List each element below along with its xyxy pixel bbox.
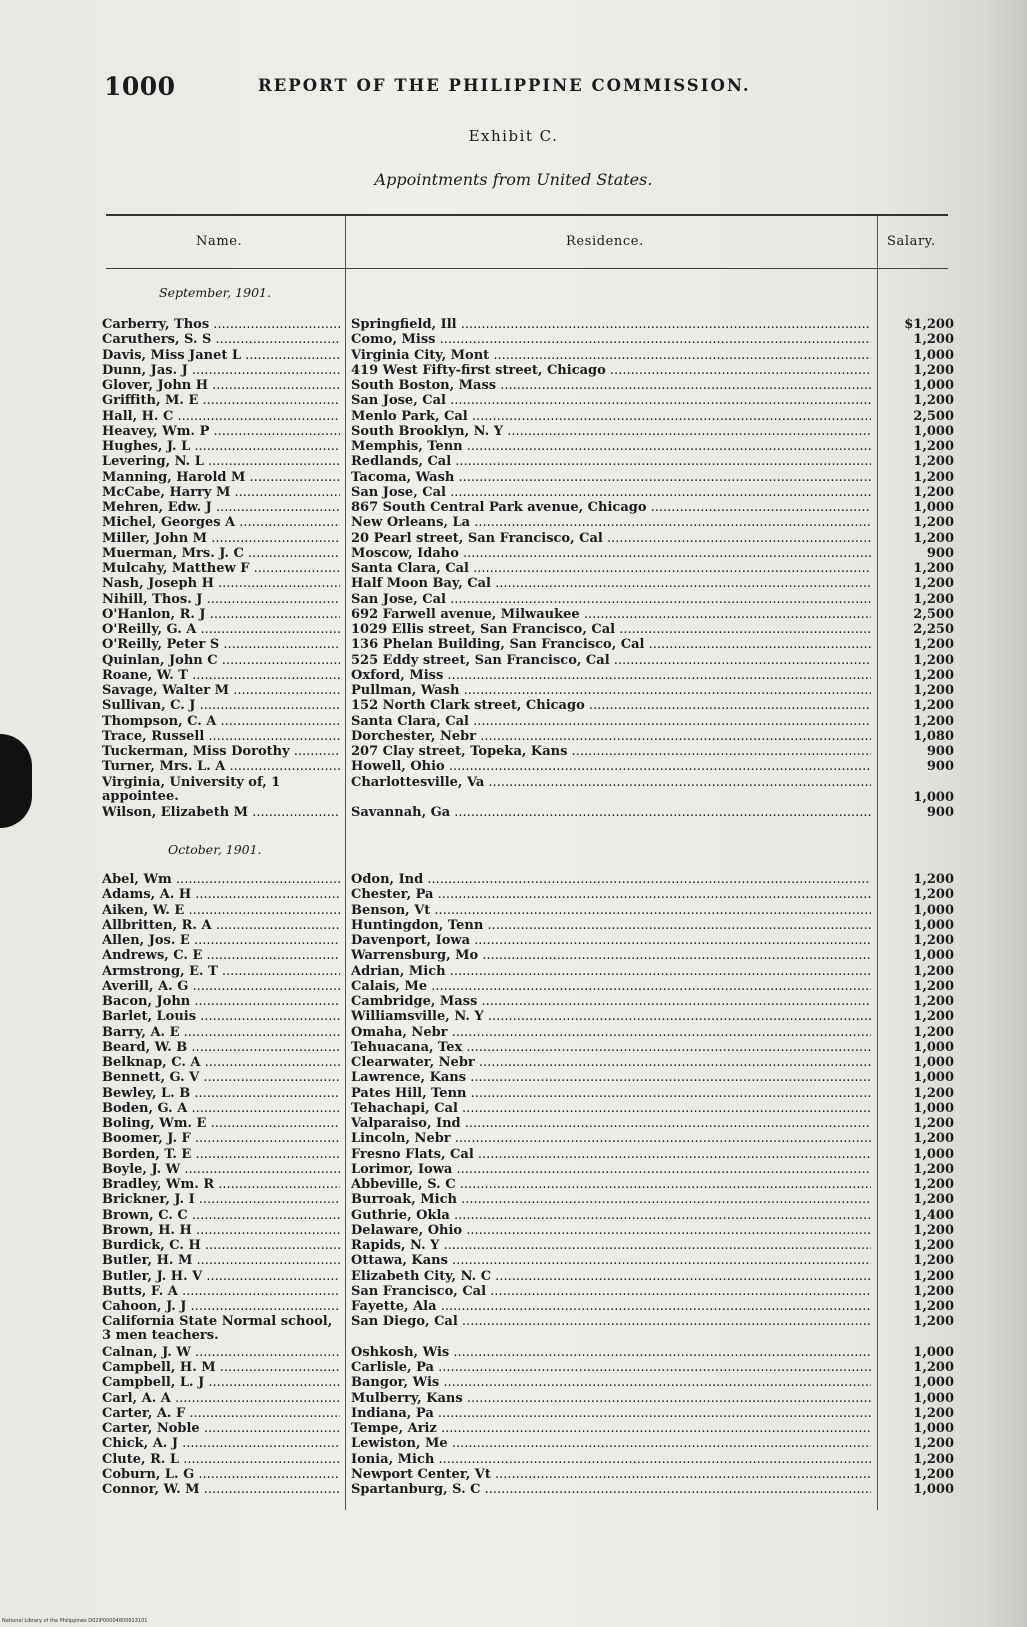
appointee-name: Butts, F. A .....: [102, 1285, 340, 1298]
salary: 900: [926, 545, 954, 561]
salary: 1,080: [913, 728, 954, 744]
salary: 1,200: [913, 637, 954, 653]
appointee-name: Boden, G. A .....: [102, 1102, 340, 1115]
residence: New Orleans, La .....: [351, 516, 871, 529]
table-row: [0, 934, 1027, 950]
table-row: [0, 1437, 1027, 1453]
table-top-rule: [106, 214, 948, 216]
table-row: [0, 593, 1027, 609]
appointee-name: Brickner, J. I .....: [102, 1193, 340, 1206]
table-row: [0, 995, 1027, 1011]
residence: Fayette, Ala .....: [351, 1300, 871, 1313]
residence: Ottawa, Kans .....: [351, 1254, 871, 1267]
appointee-name: Boling, Wm. E .....: [102, 1117, 340, 1130]
page-number: 1000: [104, 72, 176, 101]
salary: 1,200: [913, 1314, 954, 1330]
table-row: [0, 1224, 1027, 1240]
table-row: [0, 501, 1027, 517]
appointee-name: Mehren, Edw. J .....: [102, 501, 340, 514]
residence: Mulberry, Kans .....: [351, 1392, 871, 1405]
residence: San Jose, Cal .....: [351, 394, 871, 407]
appointee-name: Muerman, Mrs. J. C .....: [102, 547, 340, 560]
appointee-name: Nash, Joseph H .....: [102, 577, 340, 590]
salary: 1,200: [913, 978, 954, 994]
salary: 1,000: [913, 1344, 954, 1360]
appointee-name: Andrews, C. E .....: [102, 949, 340, 962]
salary: 1,200: [913, 1085, 954, 1101]
salary: 1,200: [913, 1024, 954, 1040]
appointee-name: Nihill, Thos. J .....: [102, 593, 340, 606]
residence: Redlands, Cal .....: [351, 455, 871, 468]
residence: Lorimor, Iowa .....: [351, 1163, 871, 1176]
salary: 1,000: [913, 1055, 954, 1070]
table-row: [0, 684, 1027, 700]
appointee-name: Averill, A. G .....: [102, 980, 340, 993]
salary: 1,200: [913, 561, 954, 576]
table-row: [0, 1407, 1027, 1423]
appointee-name: Boyle, J. W .....: [102, 1163, 340, 1176]
salary: 1,000: [913, 500, 954, 515]
residence: Cambridge, Mass .....: [351, 995, 871, 1008]
residence: Omaha, Nebr .....: [351, 1026, 871, 1039]
salary: 1,200: [913, 1192, 954, 1208]
appointee-name: Boomer, J. F .....: [102, 1132, 340, 1145]
appointee-name: O'Reilly, Peter S .....: [102, 638, 340, 651]
salary: 1,200: [913, 484, 954, 500]
table-row: [0, 1254, 1027, 1270]
residence: Lincoln, Nebr .....: [351, 1132, 871, 1145]
residence: Williamsville, N. Y .....: [351, 1010, 871, 1023]
residence: Tehuacana, Tex .....: [351, 1041, 871, 1054]
salary: 1,000: [913, 378, 954, 393]
appointee-name: Brown, C. C .....: [102, 1209, 340, 1222]
appointee-name: Virginia, University of, 1 appointee.: [102, 774, 281, 804]
appointee-name: Abel, Wm .....: [102, 873, 340, 886]
appointee-name: Hall, H. C .....: [102, 410, 340, 423]
column-header-salary: Salary.: [887, 234, 936, 249]
residence: Fresno Flats, Cal .....: [351, 1148, 871, 1161]
residence: Davenport, Iowa .....: [351, 934, 871, 947]
column-header-residence: Residence.: [566, 234, 644, 249]
residence: Bangor, Wis .....: [351, 1376, 871, 1389]
table-row: [0, 516, 1027, 532]
scan-footer: National Library of the Philippines D02IP00004800013101: [2, 1618, 148, 1624]
table-row: [0, 1376, 1027, 1392]
salary: 1,200: [913, 1283, 954, 1299]
appointee-name: Trace, Russell .....: [102, 730, 340, 743]
appointee-name: Barry, A. E .....: [102, 1026, 340, 1039]
table-row: [0, 440, 1027, 456]
salary: 1,200: [913, 1299, 954, 1314]
salary: 1,200: [913, 683, 954, 698]
appointee-name: Aiken, W. E .....: [102, 904, 340, 917]
table-row: [0, 1468, 1027, 1484]
table-row: [0, 1285, 1027, 1301]
table-row: [0, 1178, 1027, 1194]
residence: Ionia, Mich .....: [351, 1453, 871, 1466]
residence: Howell, Ohio .....: [351, 760, 871, 773]
residence: Savannah, Ga .....: [351, 806, 871, 819]
residence: Santa Clara, Cal .....: [351, 715, 871, 728]
appointee-name: Belknap, C. A .....: [102, 1056, 340, 1069]
salary: 2,500: [913, 606, 954, 622]
residence: Adrian, Mich .....: [351, 965, 871, 978]
appointee-name: Manning, Harold M .....: [102, 471, 340, 484]
table-row: [0, 980, 1027, 996]
appointee-name: O'Hanlon, R. J .....: [102, 608, 340, 621]
salary: 1,200: [913, 933, 954, 948]
appointee-name: Carberry, Thos .....: [102, 318, 340, 331]
residence: Charlottesville, Va .....: [351, 776, 871, 789]
table-row: [0, 486, 1027, 502]
appointee-name: Burdick, C. H .....: [102, 1239, 340, 1252]
appointee-name: Calnan, J. W .....: [102, 1346, 340, 1359]
residence: Abbeville, S. C .....: [351, 1178, 871, 1191]
table-row: [0, 455, 1027, 471]
table-row: [0, 1071, 1027, 1087]
appointee-name: Allen, Jos. E .....: [102, 934, 340, 947]
salary: 1,200: [913, 515, 954, 531]
table-row: [0, 1483, 1027, 1499]
salary: 1,000: [913, 948, 954, 964]
appointee-name: Miller, John M .....: [102, 532, 340, 545]
appointee-name: Davis, Miss Janet L .....: [102, 349, 340, 362]
residence: Tempe, Ariz .....: [351, 1422, 871, 1435]
appointee-name: Butler, J. H. V .....: [102, 1270, 340, 1283]
appointee-name: Cahoon, J. J .....: [102, 1300, 340, 1313]
residence: 1029 Ellis street, San Francisco, Cal .....: [351, 623, 871, 636]
table-row: [0, 318, 1027, 334]
residence: Lawrence, Kans .....: [351, 1071, 871, 1084]
residence: San Francisco, Cal .....: [351, 1285, 871, 1298]
appointee-name: Glover, John H .....: [102, 379, 340, 392]
table-row: [0, 562, 1027, 578]
residence: San Jose, Cal .....: [351, 593, 871, 606]
table-row: [0, 349, 1027, 365]
appointee-name: Chick, A. J .....: [102, 1437, 340, 1450]
residence: Oshkosh, Wis .....: [351, 1346, 871, 1359]
section-month: September, 1901.: [159, 285, 271, 300]
appointee-name: Campbell, L. J .....: [102, 1376, 340, 1389]
table-subtitle: Appointments from United States.: [374, 170, 653, 189]
salary: 1,200: [913, 1466, 954, 1482]
residence: Spartanburg, S. C .....: [351, 1483, 871, 1496]
appointee-name: Allbritten, R. A .....: [102, 919, 340, 932]
salary: 1,200: [913, 1360, 954, 1375]
residence: 419 West Fifty-first street, Chicago .....: [351, 364, 871, 377]
appointee-name: Dunn, Jas. J .....: [102, 364, 340, 377]
table-row: [0, 394, 1027, 410]
appointee-name: Butler, H. M .....: [102, 1254, 340, 1267]
table-row: [0, 623, 1027, 639]
salary: 1,200: [913, 872, 954, 887]
table-row: [0, 1117, 1027, 1133]
residence: Virginia City, Mont .....: [351, 349, 871, 362]
residence: Lewiston, Me .....: [351, 1437, 871, 1450]
residence: Calais, Me .....: [351, 980, 871, 993]
appointee-name: California State Normal school, 3 men teachers.: [102, 1314, 333, 1344]
salary: 1,000: [913, 789, 954, 805]
table-row: [0, 730, 1027, 746]
table-row: [0, 873, 1027, 889]
residence: Dorchester, Nebr .....: [351, 730, 871, 743]
salary: 1,200: [913, 1009, 954, 1025]
salary: 1,000: [913, 917, 954, 933]
appointee-name: Caruthers, S. S .....: [102, 333, 340, 346]
table-row: [0, 1346, 1027, 1362]
table-row: [0, 1361, 1027, 1377]
residence: 136 Phelan Building, San Francisco, Cal .....: [351, 638, 871, 651]
residence: South Brooklyn, N. Y .....: [351, 425, 871, 438]
salary: 1,200: [913, 1405, 954, 1421]
table-row: [0, 364, 1027, 380]
salary: 1,200: [913, 1253, 954, 1269]
appointee-name: Michel, Georges A .....: [102, 516, 340, 529]
table-row: [0, 1132, 1027, 1148]
salary: 1,200: [913, 1436, 954, 1452]
residence: Chester, Pa .....: [351, 888, 871, 901]
salary: 1,200: [913, 698, 954, 714]
salary: 1,000: [913, 423, 954, 439]
table-row: [0, 715, 1027, 731]
salary: 1,200: [913, 530, 954, 546]
salary: 1,000: [913, 347, 954, 363]
salary: 1,200: [913, 1116, 954, 1131]
appointee-name: Roane, W. T .....: [102, 669, 340, 682]
table-row: [0, 965, 1027, 981]
table-row: [0, 1148, 1027, 1164]
salary: 1,200: [913, 439, 954, 454]
salary: 1,200: [913, 393, 954, 409]
table-row: [0, 669, 1027, 685]
residence: Half Moon Bay, Cal .....: [351, 577, 871, 590]
appointee-name: Thompson, C. A .....: [102, 715, 340, 728]
residence: 525 Eddy street, San Francisco, Cal .....: [351, 654, 871, 667]
salary: 1,000: [913, 1100, 954, 1116]
salary: 1,000: [913, 902, 954, 918]
residence: Delaware, Ohio .....: [351, 1224, 871, 1237]
appointee-name: Coburn, L. G .....: [102, 1468, 340, 1481]
residence: Rapids, N. Y .....: [351, 1239, 871, 1252]
salary: 1,200: [913, 887, 954, 903]
table-row: [0, 547, 1027, 563]
salary: 1,200: [913, 1131, 954, 1147]
table-row: [0, 1422, 1027, 1438]
appointee-name: Brown, H. H .....: [102, 1224, 340, 1237]
salary: 2,500: [913, 408, 954, 424]
appointee-name: Carter, A. F .....: [102, 1407, 340, 1420]
residence: Tehachapi, Cal .....: [351, 1102, 871, 1115]
table-row: [0, 1041, 1027, 1057]
salary: 2,250: [913, 622, 954, 637]
salary: 900: [926, 744, 954, 759]
residence: Pates Hill, Tenn .....: [351, 1087, 871, 1100]
salary: $1,200: [904, 317, 954, 332]
salary: 1,200: [913, 963, 954, 979]
residence: Benson, Vt .....: [351, 904, 871, 917]
appointee-name: Mulcahy, Matthew F .....: [102, 562, 340, 575]
table-row: [0, 1392, 1027, 1408]
table-row: [0, 532, 1027, 548]
residence: Oxford, Miss .....: [351, 669, 871, 682]
appointee-name: Bradley, Wm. R .....: [102, 1178, 340, 1191]
table-row: [0, 949, 1027, 965]
salary: 1,200: [913, 1222, 954, 1238]
residence: Moscow, Idaho .....: [351, 547, 871, 560]
table-row: [0, 1010, 1027, 1026]
salary: 1,200: [913, 1268, 954, 1284]
salary: 1,200: [913, 1177, 954, 1192]
residence: Odon, Ind .....: [351, 873, 871, 886]
appointee-name: Levering, N. L .....: [102, 455, 340, 468]
table-header-rule: [106, 268, 948, 269]
residence: 867 South Central Park avenue, Chicago .....: [351, 501, 871, 514]
appointee-name: McCabe, Harry M .....: [102, 486, 340, 499]
residence: Huntingdon, Tenn .....: [351, 919, 871, 932]
salary: 1,200: [913, 332, 954, 348]
residence: Warrensburg, Mo .....: [351, 949, 871, 962]
table-row: [0, 1239, 1027, 1255]
residence: Pullman, Wash .....: [351, 684, 871, 697]
residence: Menlo Park, Cal .....: [351, 410, 871, 423]
salary: 1,000: [913, 1421, 954, 1436]
salary: 900: [926, 805, 954, 820]
table-row: [0, 333, 1027, 349]
salary: 1,000: [913, 1375, 954, 1391]
salary: 900: [926, 759, 954, 775]
table-row: [0, 1087, 1027, 1103]
salary: 1,000: [913, 1039, 954, 1055]
table-row: [0, 425, 1027, 441]
residence: San Jose, Cal .....: [351, 486, 871, 499]
salary: 1,200: [913, 469, 954, 485]
salary: 1,000: [913, 1146, 954, 1162]
appointee-name: O'Reilly, G. A .....: [102, 623, 340, 636]
table-row: [0, 919, 1027, 935]
table-row: [0, 654, 1027, 670]
appointee-name: Turner, Mrs. L. A .....: [102, 760, 340, 773]
salary: 1,200: [913, 713, 954, 729]
residence: 692 Farwell avenue, Milwaukee .....: [351, 608, 871, 621]
appointee-name: Borden, T. E .....: [102, 1148, 340, 1161]
appointee-name: Sullivan, C. J .....: [102, 699, 340, 712]
table-row: [0, 471, 1027, 487]
table-row: [0, 1163, 1027, 1179]
residence: Clearwater, Nebr .....: [351, 1056, 871, 1069]
residence: Tacoma, Wash .....: [351, 471, 871, 484]
salary: 1,200: [913, 362, 954, 378]
salary: 1,200: [913, 454, 954, 470]
table-row: [0, 577, 1027, 593]
appointee-name: Beard, W. B .....: [102, 1041, 340, 1054]
salary: 1,200: [913, 667, 954, 683]
residence: Guthrie, Okla .....: [351, 1209, 871, 1222]
table-row: [0, 888, 1027, 904]
appointee-name: Bennett, G. V .....: [102, 1071, 340, 1084]
table-row: [0, 1453, 1027, 1469]
table-row: [0, 699, 1027, 715]
appointee-name: Carl, A. A .....: [102, 1392, 340, 1405]
salary: 1,000: [913, 1482, 954, 1497]
residence: Springfield, Ill .....: [351, 318, 871, 331]
appointee-name: Griffith, M. E .....: [102, 394, 340, 407]
table-row: [0, 1314, 1027, 1344]
residence: Burroak, Mich .....: [351, 1193, 871, 1206]
appointee-name: Bewley, L. B .....: [102, 1087, 340, 1100]
residence: 20 Pearl street, San Francisco, Cal .....: [351, 532, 871, 545]
appointee-name: Wilson, Elizabeth M .....: [102, 806, 340, 819]
appointee-name: Adams, A. H .....: [102, 888, 340, 901]
appointee-name: Tuckerman, Miss Dorothy .....: [102, 745, 340, 758]
appointee-name: Hughes, J. L .....: [102, 440, 340, 453]
report-title: REPORT OF THE PHILIPPINE COMMISSION.: [258, 76, 751, 95]
residence: Newport Center, Vt .....: [351, 1468, 871, 1481]
salary: 1,200: [913, 576, 954, 592]
table-row: [0, 379, 1027, 395]
column-header-name: Name.: [196, 234, 243, 249]
appointee-name: Heavey, Wm. P .....: [102, 425, 340, 438]
appointee-name: Campbell, H. M .....: [102, 1361, 340, 1374]
appointee-name: Armstrong, E. T .....: [102, 965, 340, 978]
exhibit-label: Exhibit C.: [468, 127, 559, 145]
residence: 152 North Clark street, Chicago .....: [351, 699, 871, 712]
table-row: [0, 760, 1027, 776]
appointee-name: Clute, R. L .....: [102, 1453, 340, 1466]
residence: 207 Clay street, Topeka, Kans .....: [351, 745, 871, 758]
salary: 1,200: [913, 652, 954, 668]
residence: Como, Miss .....: [351, 333, 871, 346]
table-row: [0, 1102, 1027, 1118]
table-row: [0, 745, 1027, 761]
appointee-name: Savage, Walter M .....: [102, 684, 340, 697]
table-row: [0, 904, 1027, 920]
appointee-name: Quinlan, John C .....: [102, 654, 340, 667]
salary: 1,200: [913, 1238, 954, 1253]
residence: San Diego, Cal .....: [351, 1315, 871, 1328]
appointee-name: Bacon, John .....: [102, 995, 340, 1008]
salary: 1,200: [913, 1161, 954, 1177]
table-row: [0, 410, 1027, 426]
table-row: [0, 1270, 1027, 1286]
residence: Carlisle, Pa .....: [351, 1361, 871, 1374]
table-row: [0, 806, 1027, 822]
table-row: [0, 638, 1027, 654]
section-month: October, 1901.: [168, 842, 262, 857]
appointee-name: Connor, W. M .....: [102, 1483, 340, 1496]
table-row: [0, 774, 1027, 805]
salary: 1,000: [913, 1390, 954, 1406]
residence: Santa Clara, Cal .....: [351, 562, 871, 575]
table-row: [0, 1193, 1027, 1209]
salary: 1,200: [913, 994, 954, 1009]
salary: 1,000: [913, 1070, 954, 1086]
salary: 1,400: [913, 1207, 954, 1223]
residence: Memphis, Tenn .....: [351, 440, 871, 453]
table-row: [0, 1056, 1027, 1072]
residence: Indiana, Pa .....: [351, 1407, 871, 1420]
table-row: [0, 608, 1027, 624]
appointee-name: Barlet, Louis .....: [102, 1010, 340, 1023]
salary: 1,200: [913, 591, 954, 607]
table-row: [0, 1026, 1027, 1042]
table-row: [0, 1209, 1027, 1225]
residence: South Boston, Mass .....: [351, 379, 871, 392]
salary: 1,200: [913, 1451, 954, 1467]
residence: Valparaiso, Ind .....: [351, 1117, 871, 1130]
appointee-name: Carter, Noble .....: [102, 1422, 340, 1435]
residence: Elizabeth City, N. C .....: [351, 1270, 871, 1283]
